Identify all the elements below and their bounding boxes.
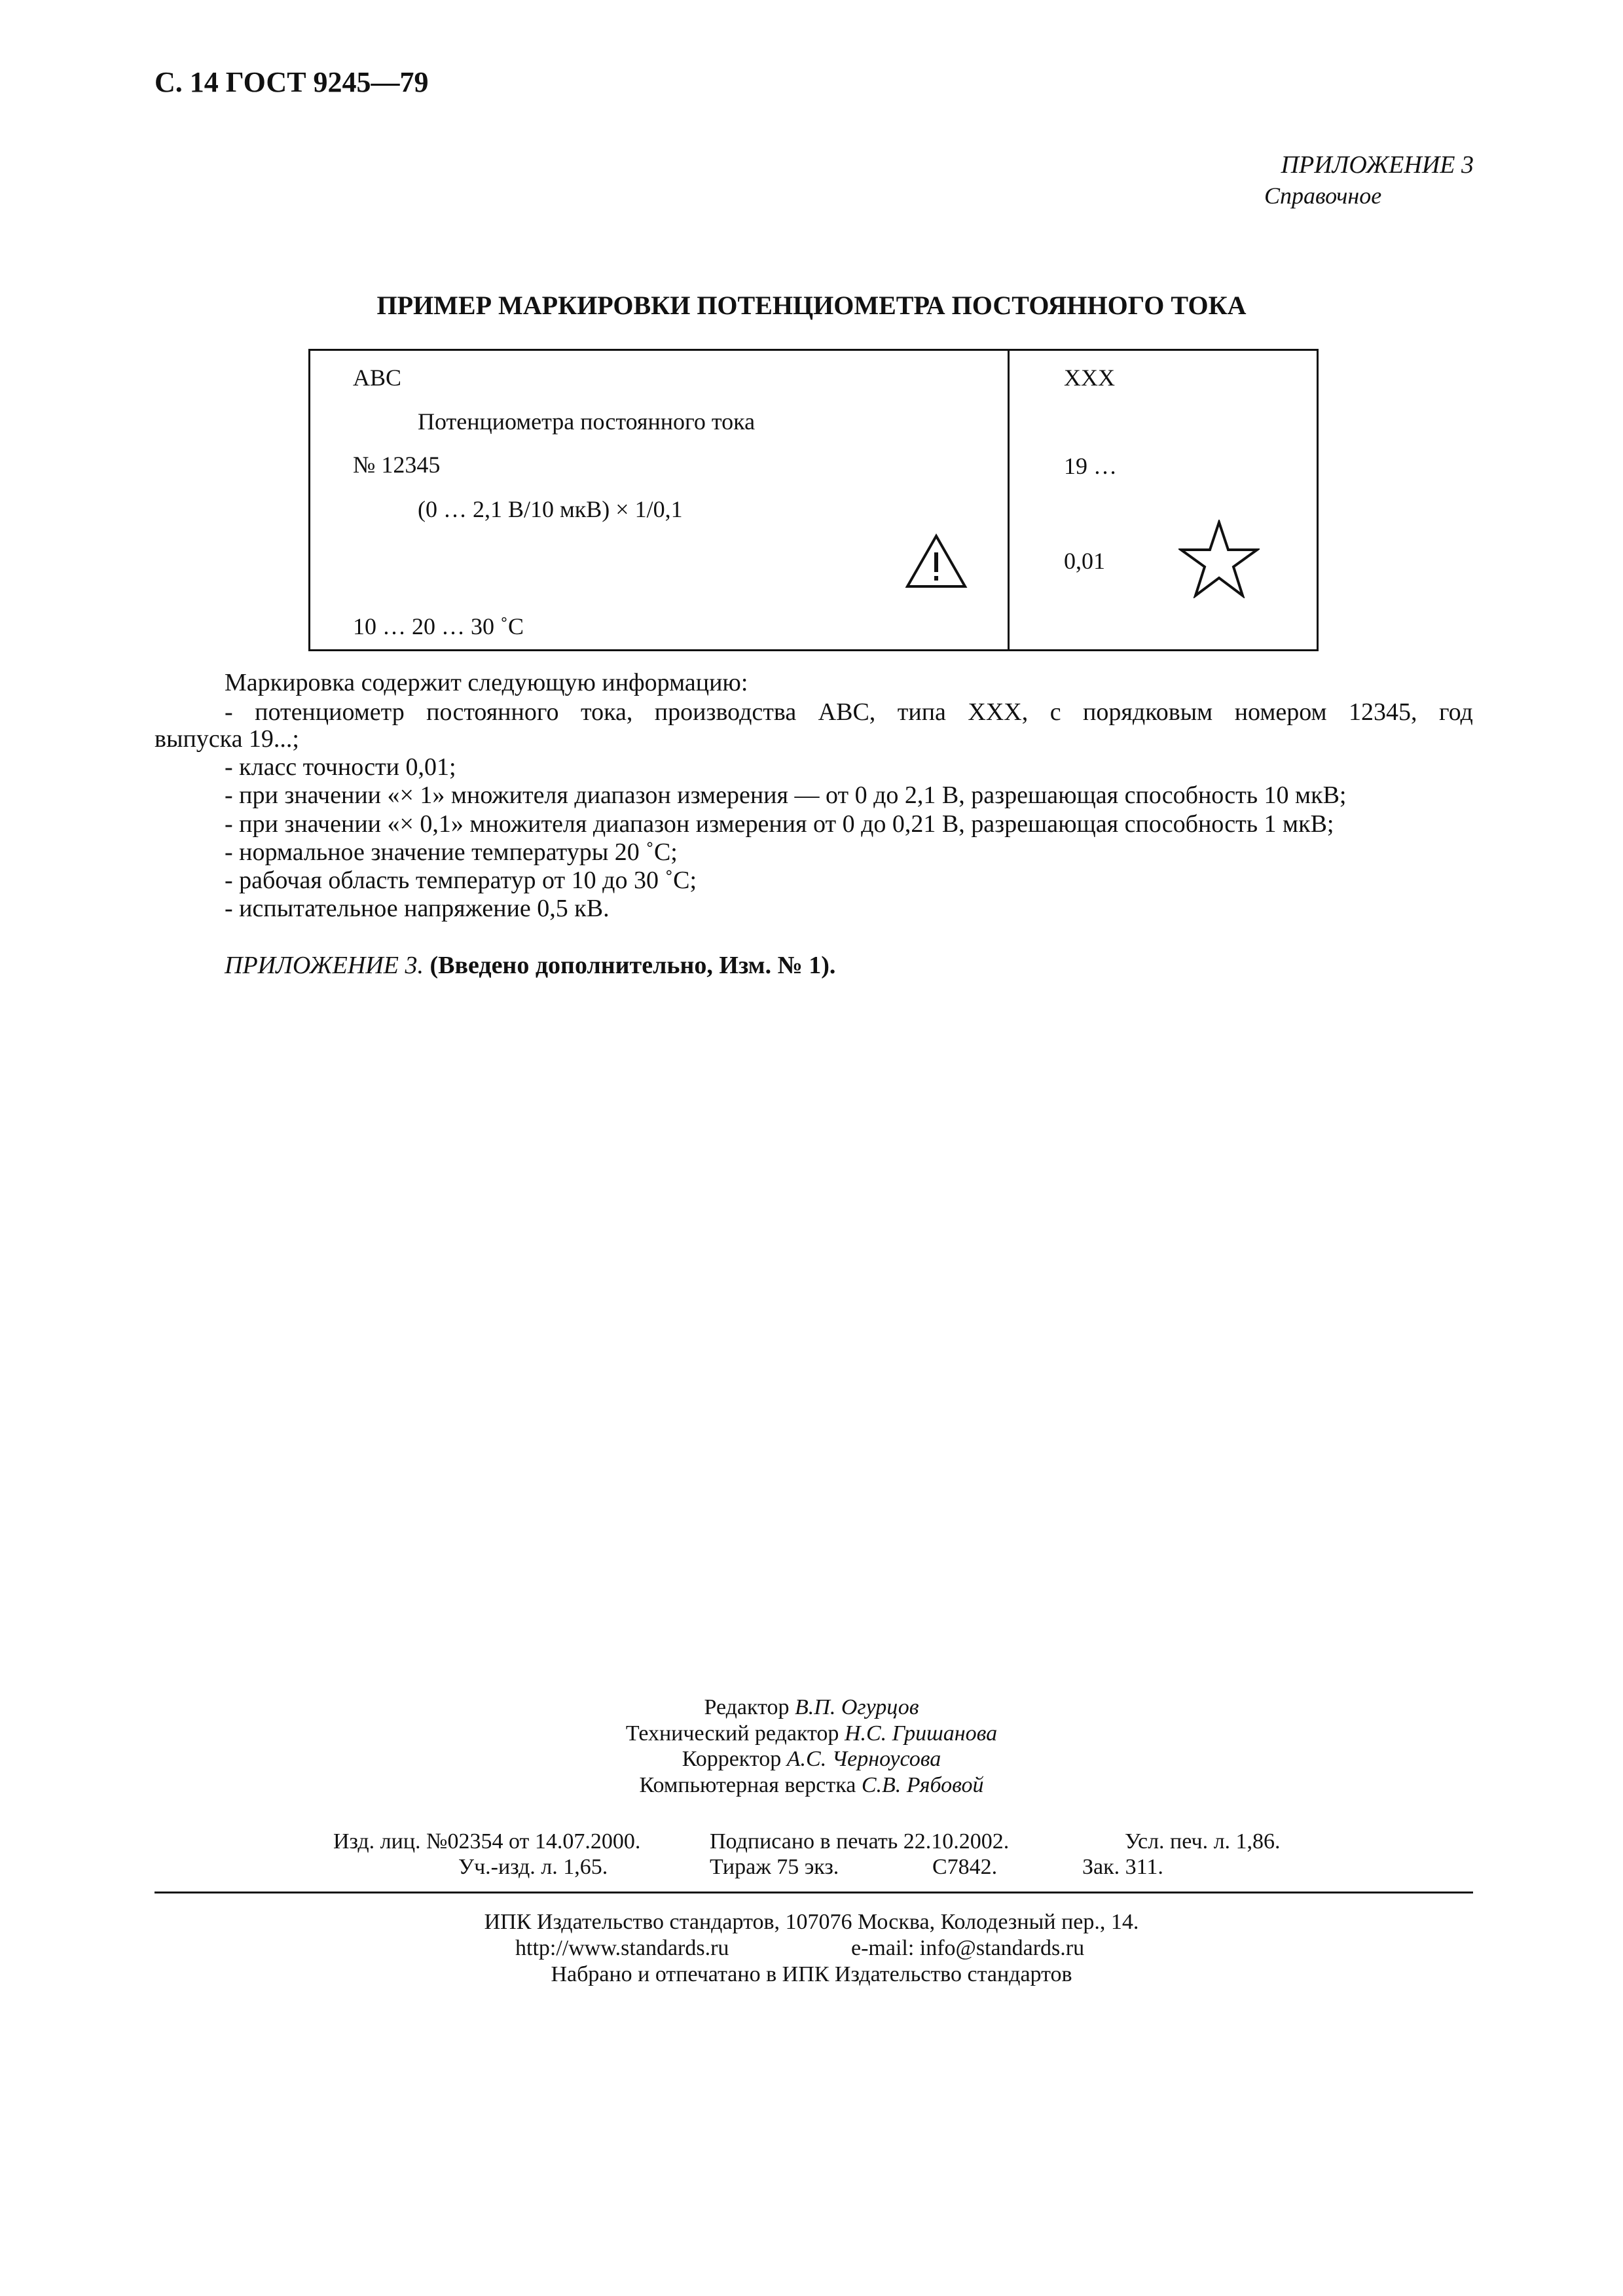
range-label: (0 … 2,1 В/10 мкВ) × 1/0,1: [418, 496, 683, 522]
word: 12345,: [1349, 698, 1417, 726]
credit-tech-editor: Технический редактор Н.С. Гришанова: [625, 1721, 998, 1746]
marking-intro: Маркировка содержит следующую информацию:: [225, 669, 748, 696]
credit-corrector: Корректор А.С. Черноусова: [682, 1747, 941, 1771]
marking-divider: [1008, 351, 1010, 649]
marking-item-normal-temp: - нормальное значение температуры 20 ˚С;: [225, 838, 678, 866]
word: XXX,: [968, 698, 1029, 726]
publisher-address: ИПК Издательство стандартов, 107076 Москва, Колодезный пер., 14.: [484, 1910, 1139, 1934]
amendment-note-text: (Введено дополнительно, Изм. № 1).: [429, 952, 836, 979]
word: -: [225, 698, 233, 726]
marking-item-manufacturer-line: [225, 698, 1473, 726]
year-label: 19 …: [1064, 453, 1117, 479]
page-header: С. 14 ГОСТ 9245—79: [155, 66, 429, 98]
publisher-website: http://www.standards.ru: [515, 1936, 729, 1960]
word: порядковым: [1083, 698, 1213, 726]
footer-divider: [155, 1892, 1473, 1893]
temperature-label: 10 … 20 … 30 ˚С: [353, 613, 524, 639]
imprint-run: Тираж 75 экз.: [710, 1855, 839, 1879]
credit-layout: Компьютерная верстка С.В. Рябовой: [639, 1773, 984, 1797]
word: потенциометр: [255, 698, 405, 726]
product-label: Потенциометра постоянного тока: [418, 408, 756, 435]
marking-example-box: [308, 349, 1319, 651]
marking-item-accuracy: - класс точности 0,01;: [225, 753, 456, 781]
appendix-subtitle: Справочное: [1264, 183, 1382, 209]
amendment-note-appendix: ПРИЛОЖЕНИЕ 3.: [225, 952, 424, 979]
imprint-license: Изд. лиц. №02354 от 14.07.2000.: [333, 1829, 641, 1854]
publisher-email: e-mail: info@standards.ru: [851, 1936, 1085, 1960]
word: год: [1439, 698, 1473, 726]
word: типа: [897, 698, 946, 726]
marking-item-temp-range: - рабочая область температур от 10 до 30 ˚С;: [225, 867, 697, 894]
marking-item-range-x1: - при значении «× 1» множителя диапазон измерения — от 0 до 2,1 В, разрешающая способность 10 мкВ;: [225, 781, 1347, 809]
imprint-pub-sheets: Уч.-изд. л. 1,65.: [458, 1855, 608, 1879]
word: с: [1049, 698, 1061, 726]
star-outline-icon: [1178, 520, 1260, 598]
publisher-printed-by: Набрано и отпечатано в ИПК Издательство стандартов: [551, 1962, 1072, 1986]
amendment-note: [225, 953, 835, 978]
type-label: XXX: [1064, 365, 1115, 391]
credit-editor: Редактор В.П. Огурцов: [704, 1695, 919, 1719]
imprint-signed: Подписано в печать 22.10.2002.: [710, 1829, 1010, 1854]
word: номером: [1234, 698, 1327, 726]
word: постоянного: [426, 698, 559, 726]
imprint-order: Зак. 311.: [1082, 1855, 1163, 1879]
marking-item-range-x01: - при значении «× 0,1» множителя диапазон измерения от 0 до 0,21 В, разрешающая способность 1 мкВ;: [225, 810, 1334, 838]
appendix-title: ПРИЛОЖЕНИЕ 3: [1281, 151, 1474, 179]
marking-item-manufacturer-cont: выпуска 19...;: [155, 725, 299, 753]
imprint-code: С7842.: [932, 1855, 998, 1879]
accuracy-label: 0,01: [1064, 548, 1105, 574]
word: тока,: [580, 698, 633, 726]
imprint-print-sheets: Усл. печ. л. 1,86.: [1125, 1829, 1281, 1854]
document-title: ПРИМЕР МАРКИРОВКИ ПОТЕНЦИОМЕТРА ПОСТОЯННОГО ТОКА: [376, 291, 1247, 320]
serial-label: № 12345: [353, 452, 441, 478]
word: ABC,: [818, 698, 876, 726]
marking-item-test-voltage: - испытательное напряжение 0,5 кВ.: [225, 895, 610, 922]
manufacturer-label: ABC: [353, 365, 402, 391]
warning-triangle-icon: [905, 533, 968, 589]
word: производства: [654, 698, 797, 726]
